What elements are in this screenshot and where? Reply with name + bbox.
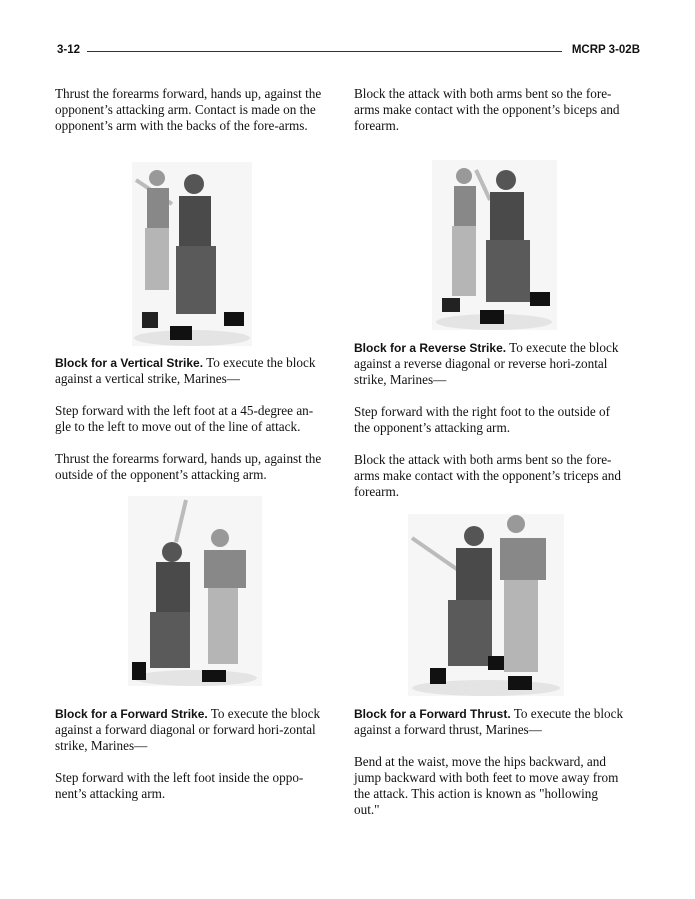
reverse-strike-caption: Block for a Reverse Strike.	[354, 341, 507, 355]
publication-id: MCRP 3-02B	[571, 44, 640, 56]
header-rule	[87, 51, 562, 52]
forward-thrust-caption: Block for a Forward Thrust.	[354, 707, 511, 721]
forward-thrust-step1: Bend at the waist, move the hips backward, and jump backward with both feet to move away from the attack. This action is known as "hollowing out."	[354, 754, 619, 817]
photo-forward-thrust	[408, 514, 564, 696]
forward-thrust-section: Block for a Forward Thrust. To execute the block against a forward thrust, Marines— Bend at the waist, move the hips backward, and jump backward with both feet to move away from the attack. This action is known as "hollowing out."	[354, 706, 626, 818]
vertical-strike-step2: Thrust the forearms forward, hands up, against the outside of the opponent’s attacking arm.	[55, 451, 322, 482]
right-intro: Block the attack with both arms bent so the fore-arms make contact with the opponent’s biceps and forearm.	[354, 86, 620, 133]
reverse-strike-section: Block for a Reverse Strike. To execute the block against a reverse diagonal or reverse hori-zontal strike, Marines— Step forward with the right foot to the outside of the opponent’s attacking arm. Block the attack with both arms bent so the fore-arms make contact with the opponent’s triceps and forearm.	[354, 340, 626, 500]
left-intro: Thrust the forearms forward, hands up, against the opponent’s attacking arm. Contact is made on the opponent’s arm with the backs of the fore-arms.	[55, 86, 322, 133]
reverse-strike-step2: Block the attack with both arms bent so the fore-arms make contact with the opponent’s triceps and forearm.	[354, 452, 621, 499]
photo-reverse-strike	[432, 160, 557, 330]
page-number: 3-12	[57, 44, 81, 56]
forward-strike-section: Block for a Forward Strike. To execute the block against a forward diagonal or forward hori-zontal strike, Marines— Step forward with the left foot inside the oppo-nent’s attacking arm.	[55, 706, 327, 802]
photo-forward-strike	[128, 496, 262, 686]
vertical-strike-step1: Step forward with the left foot at a 45-degree an-gle to the left to move out of the line of attack.	[55, 403, 314, 434]
forward-strike-step1: Step forward with the left foot inside the oppo-nent’s attacking arm.	[55, 770, 304, 801]
forward-strike-caption: Block for a Forward Strike.	[55, 707, 208, 721]
page-header	[57, 44, 640, 60]
vertical-strike-caption: Block for a Vertical Strike.	[55, 356, 204, 370]
vertical-strike-section: Block for a Vertical Strike. To execute the block against a vertical strike, Marines— Step forward with the left foot at a 45-degree an-gle to the left to move out of the line of attack. Thrust the forearms forward, hands up, against the outside of the opponent’s attacking arm.	[55, 355, 327, 483]
reverse-strike-step1: Step forward with the right foot to the outside of the opponent’s attacking arm.	[354, 404, 611, 435]
photo-vertical-strike	[132, 162, 252, 346]
